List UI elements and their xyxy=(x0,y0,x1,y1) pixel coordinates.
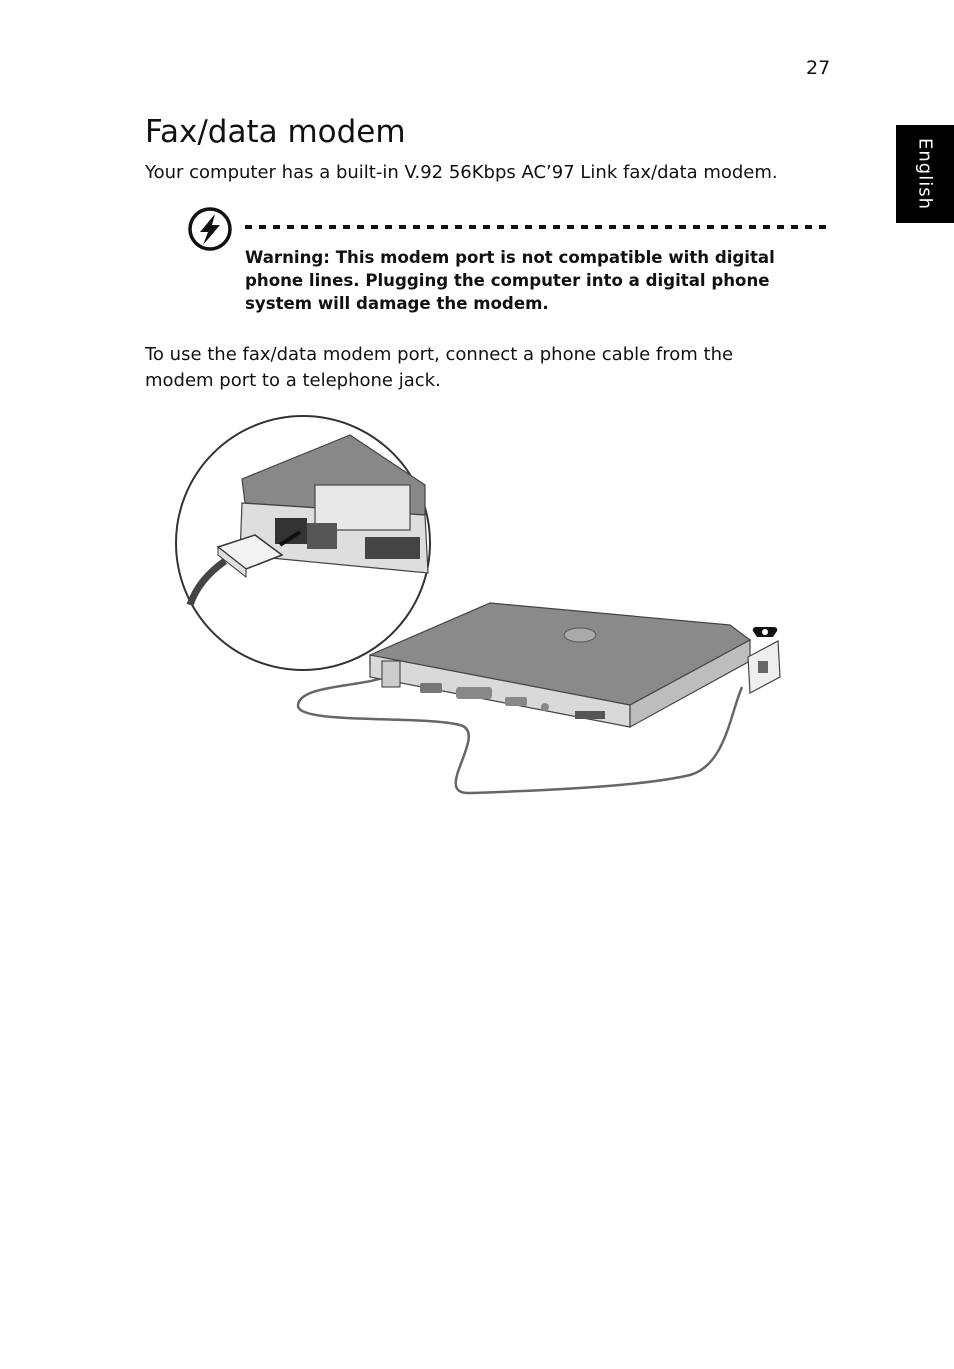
modem-connection-figure xyxy=(170,415,800,805)
intro-text: Your computer has a built-in V.92 56Kbps AC’97 Link fax/data modem. xyxy=(145,162,778,183)
phone-icon xyxy=(753,627,778,637)
language-tab xyxy=(896,125,954,223)
warning-divider xyxy=(245,224,830,230)
page-number: 27 xyxy=(806,57,831,79)
modem-port-closeup xyxy=(176,416,430,670)
warning-bolt-icon xyxy=(187,206,233,252)
warning-text: Warning: This modem port is not compatible with digital phone lines. Plugging the computer into a digital phone system will damage the modem. xyxy=(245,248,775,313)
instruction-text: To use the fax/data modem port, connect a phone cable from the modem port to a telephone jack. xyxy=(145,344,734,391)
section-title: Fax/data modem xyxy=(145,114,406,150)
telephone-jack xyxy=(748,641,780,693)
language-tab-label: English xyxy=(914,138,936,210)
laptop-illustration xyxy=(370,603,750,727)
